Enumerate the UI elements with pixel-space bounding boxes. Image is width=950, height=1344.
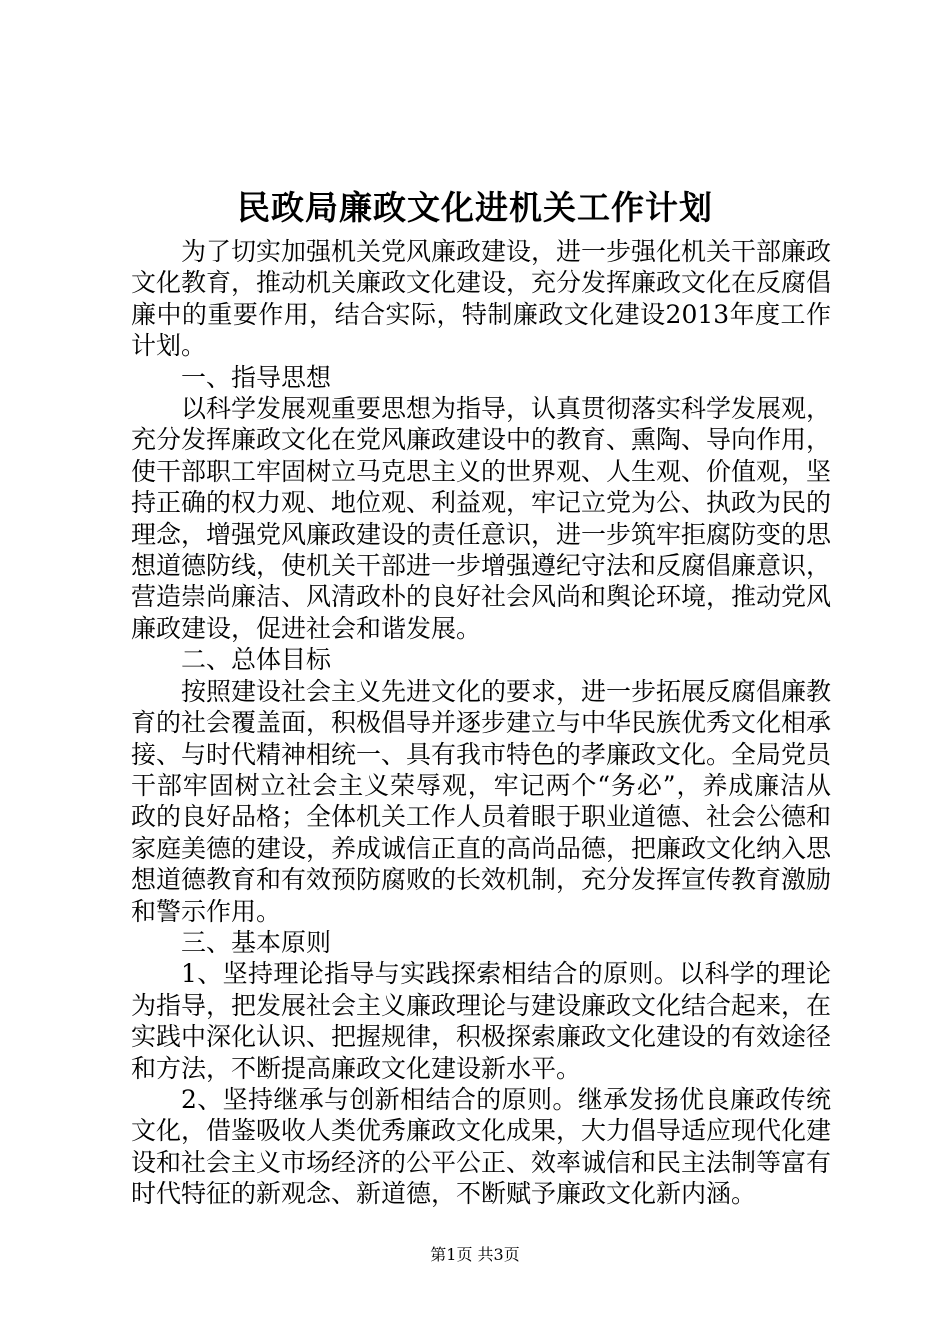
overall-goal-paragraph: 按照建设社会主义先进文化的要求，进一步拓展反腐倡廉教育的社会覆盖面，积极倡导并逐步建立与中华民族优秀文化相承接、与时代精神相统一、具有我市特色的孝廉政文化。全局党员干部牢固树立社会主义荣辱观，牢记两个“务必”，养成廉洁从政的良好品格；全体机关工作人员着眼于职业道德、社会公德和家庭美德的建设，养成诚信正直的高尚品德，把廉政文化纳入思想道德教育和有效预防腐败的长效机制，充分发挥宣传教育激励和警示作用。: [131, 676, 832, 926]
document-title: 民政局廉政文化进机关工作计划: [237, 188, 713, 227]
page-footer: 第1页 共3页: [430, 1245, 520, 1264]
section-heading-overall-goal: 二、总体目标: [181, 645, 332, 675]
guiding-ideology-paragraph: 以科学发展观重要思想为指导，认真贯彻落实科学发展观，充分发挥廉政文化在党风廉政建设中的教育、熏陶、导向作用，使干部职工牢固树立马克思主义的世界观、人生观、价值观，坚持正确的权力观、地位观、利益观，牢记立党为公、执政为民的理念，增强党风廉政建设的责任意识，进一步筑牢拒腐防变的思想道德防线，使机关干部进一步增强遵纪守法和反腐倡廉意识，营造崇尚廉洁、风清政朴的良好社会风尚和舆论环境，推动党风廉政建设，促进社会和谐发展。: [131, 394, 832, 643]
document-body: [131, 236, 831, 1210]
section-heading-guiding-ideology: 一、指导思想: [181, 362, 332, 392]
principle-1-paragraph: 1、坚持理论指导与实践探索相结合的原则。以科学的理论为指导，把发展社会主义廉政理论与建设廉政文化结合起来，在实践中深化认识、把握规律，积极探索廉政文化建设的有效途径和方法，不断提高廉政文化建设新水平。: [131, 959, 832, 1083]
principle-2-paragraph: 2、坚持继承与创新相结合的原则。继承发扬优良廉政传统文化，借鉴吸收人类优秀廉政文化成果，大力倡导适应现代化建设和社会主义市场经济的公平公正、效率诚信和民主法制等富有时代特征的新观念、新道德，不断赋予廉政文化新内涵。: [131, 1084, 832, 1209]
intro-paragraph: 为了切实加强机关党风廉政建设，进一步强化机关干部廉政文化教育，推动机关廉政文化建设，充分发挥廉政文化在反腐倡廉中的重要作用，结合实际，特制廉政文化建设2013年度工作计划。: [131, 237, 832, 361]
section-heading-basic-principles: 三、基本原则: [181, 927, 332, 957]
